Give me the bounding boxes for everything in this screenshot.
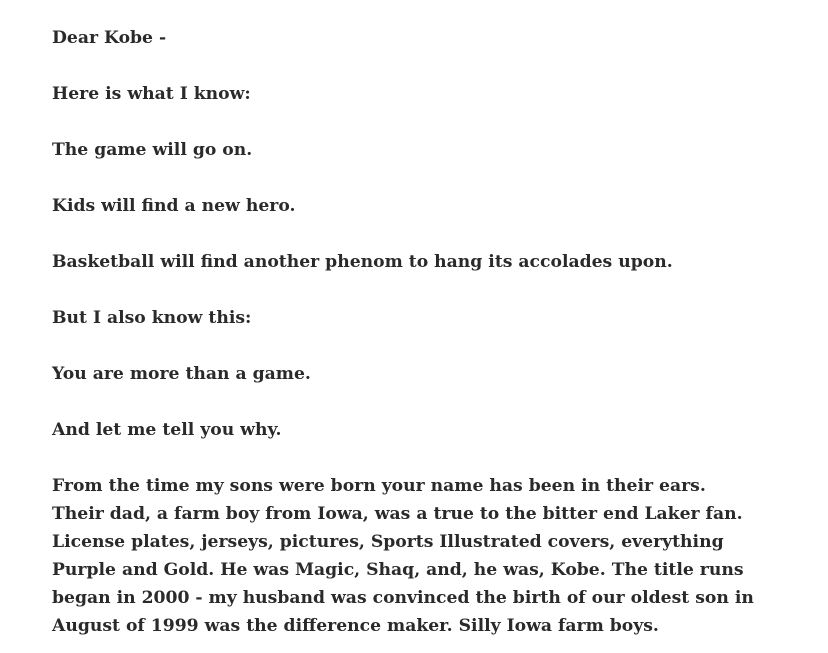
paragraph-new-hero: Kids will find a new hero. [52, 196, 296, 216]
paragraph-sons-story: From the time my sons were born your name has been in their ears. Their dad, a farm boy from Iowa, was a true to the bitter end Laker fan. License plates, jerseys, pictures, Sports Illustrated covers, everything Purple and Gold. He was Magic, Shaq, and, he was, Kobe. The title runs began in 2000 - my husband was convinced the birth of our oldest son in August of 1999 was the difference maker. Silly Iowa farm boys. [52, 476, 754, 636]
paragraph-here-is-what-i-know: Here is what I know: [52, 84, 251, 104]
paragraph-tell-you-why: And let me tell you why. [52, 420, 282, 440]
paragraph-also-know-this: But I also know this: [52, 308, 252, 328]
salutation: Dear Kobe - [52, 28, 167, 48]
paragraph-another-phenom: Basketball will find another phenom to hang its accolades upon. [52, 252, 673, 272]
paragraph-game-goes-on: The game will go on. [52, 140, 253, 160]
paragraph-more-than-a-game: You are more than a game. [52, 364, 311, 384]
letter-body [52, 24, 757, 640]
